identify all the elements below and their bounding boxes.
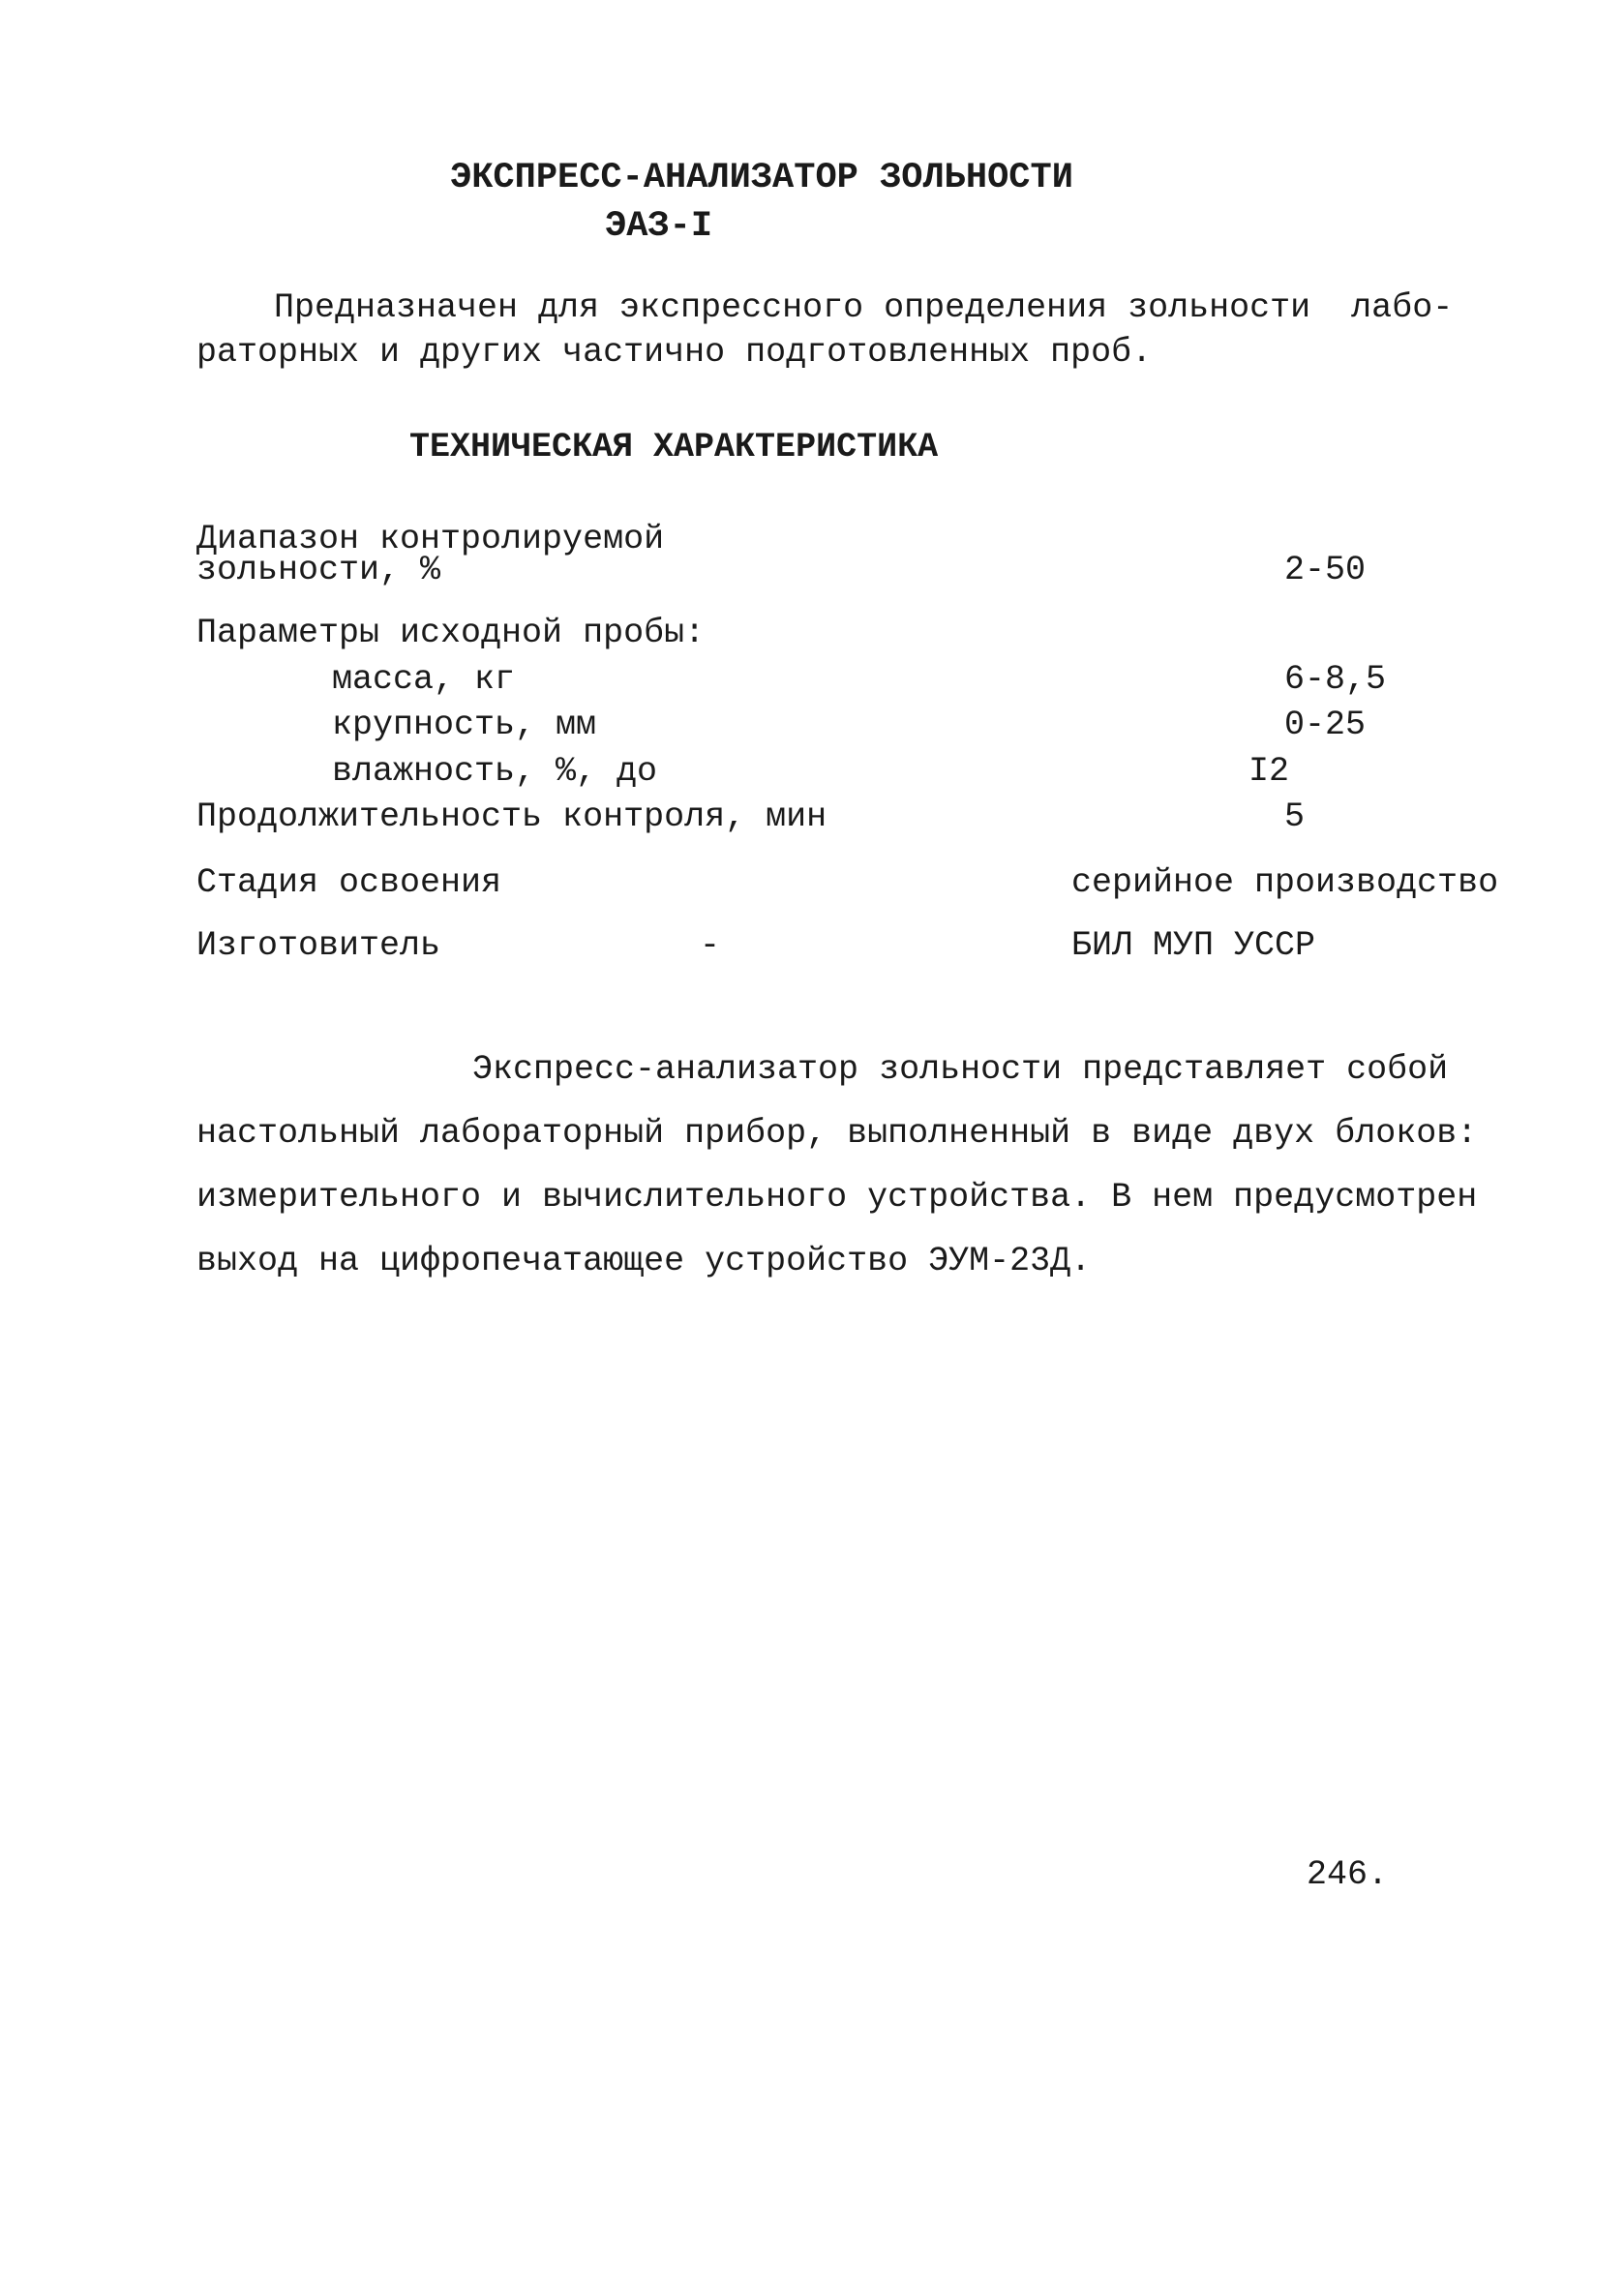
maker-dash: - bbox=[700, 926, 721, 965]
mass-label: масса, кг bbox=[332, 660, 516, 699]
stage-value: серийное производство bbox=[1071, 863, 1499, 902]
stage-label: Стадия освоения bbox=[196, 863, 502, 902]
document-title: ЭКСПРЕСС-АНАЛИЗАТОР ЗОЛЬНОСТИ bbox=[450, 158, 1073, 198]
purpose-line-1: Предназначен для экспрессного определения зольности лабо- bbox=[274, 288, 1454, 327]
range-label-line-2: зольности, % bbox=[196, 551, 441, 589]
description-line-2: настольный лабораторный прибор, выполненный в виде двух блоков: bbox=[196, 1114, 1478, 1153]
page-number: 246. bbox=[1307, 1855, 1389, 1894]
description-line-4: выход на цифропечатающее устройство ЭУМ-23Д. bbox=[196, 1242, 1092, 1280]
description-line-3: измерительного и вычислительного устройства. В нем предусмотрен bbox=[196, 1178, 1478, 1217]
size-label: крупность, мм bbox=[332, 706, 597, 744]
moisture-label: влажность, %, до bbox=[332, 752, 658, 791]
maker-label: Изготовитель bbox=[196, 926, 441, 965]
range-value: 2-50 bbox=[1284, 551, 1367, 589]
size-value: 0-25 bbox=[1284, 706, 1367, 744]
description-line-1: Экспресс-анализатор зольности представляет собой bbox=[472, 1050, 1449, 1089]
mass-value: 6-8,5 bbox=[1284, 660, 1387, 699]
range-label-line-1: Диапазон контролируемой bbox=[196, 520, 665, 558]
purpose-line-2: раторных и других частично подготовленных проб. bbox=[196, 333, 1153, 372]
spec-heading: ТЕХНИЧЕСКАЯ ХАРАКТЕРИСТИКА bbox=[409, 428, 939, 466]
sample-params-label: Параметры исходной пробы: bbox=[196, 614, 706, 652]
moisture-value: I2 bbox=[1248, 752, 1290, 791]
duration-value: 5 bbox=[1284, 797, 1306, 836]
device-model: ЭАЗ-I bbox=[605, 206, 713, 247]
maker-value: БИЛ МУП УССР bbox=[1071, 926, 1316, 965]
duration-label: Продолжительность контроля, мин bbox=[196, 797, 827, 836]
